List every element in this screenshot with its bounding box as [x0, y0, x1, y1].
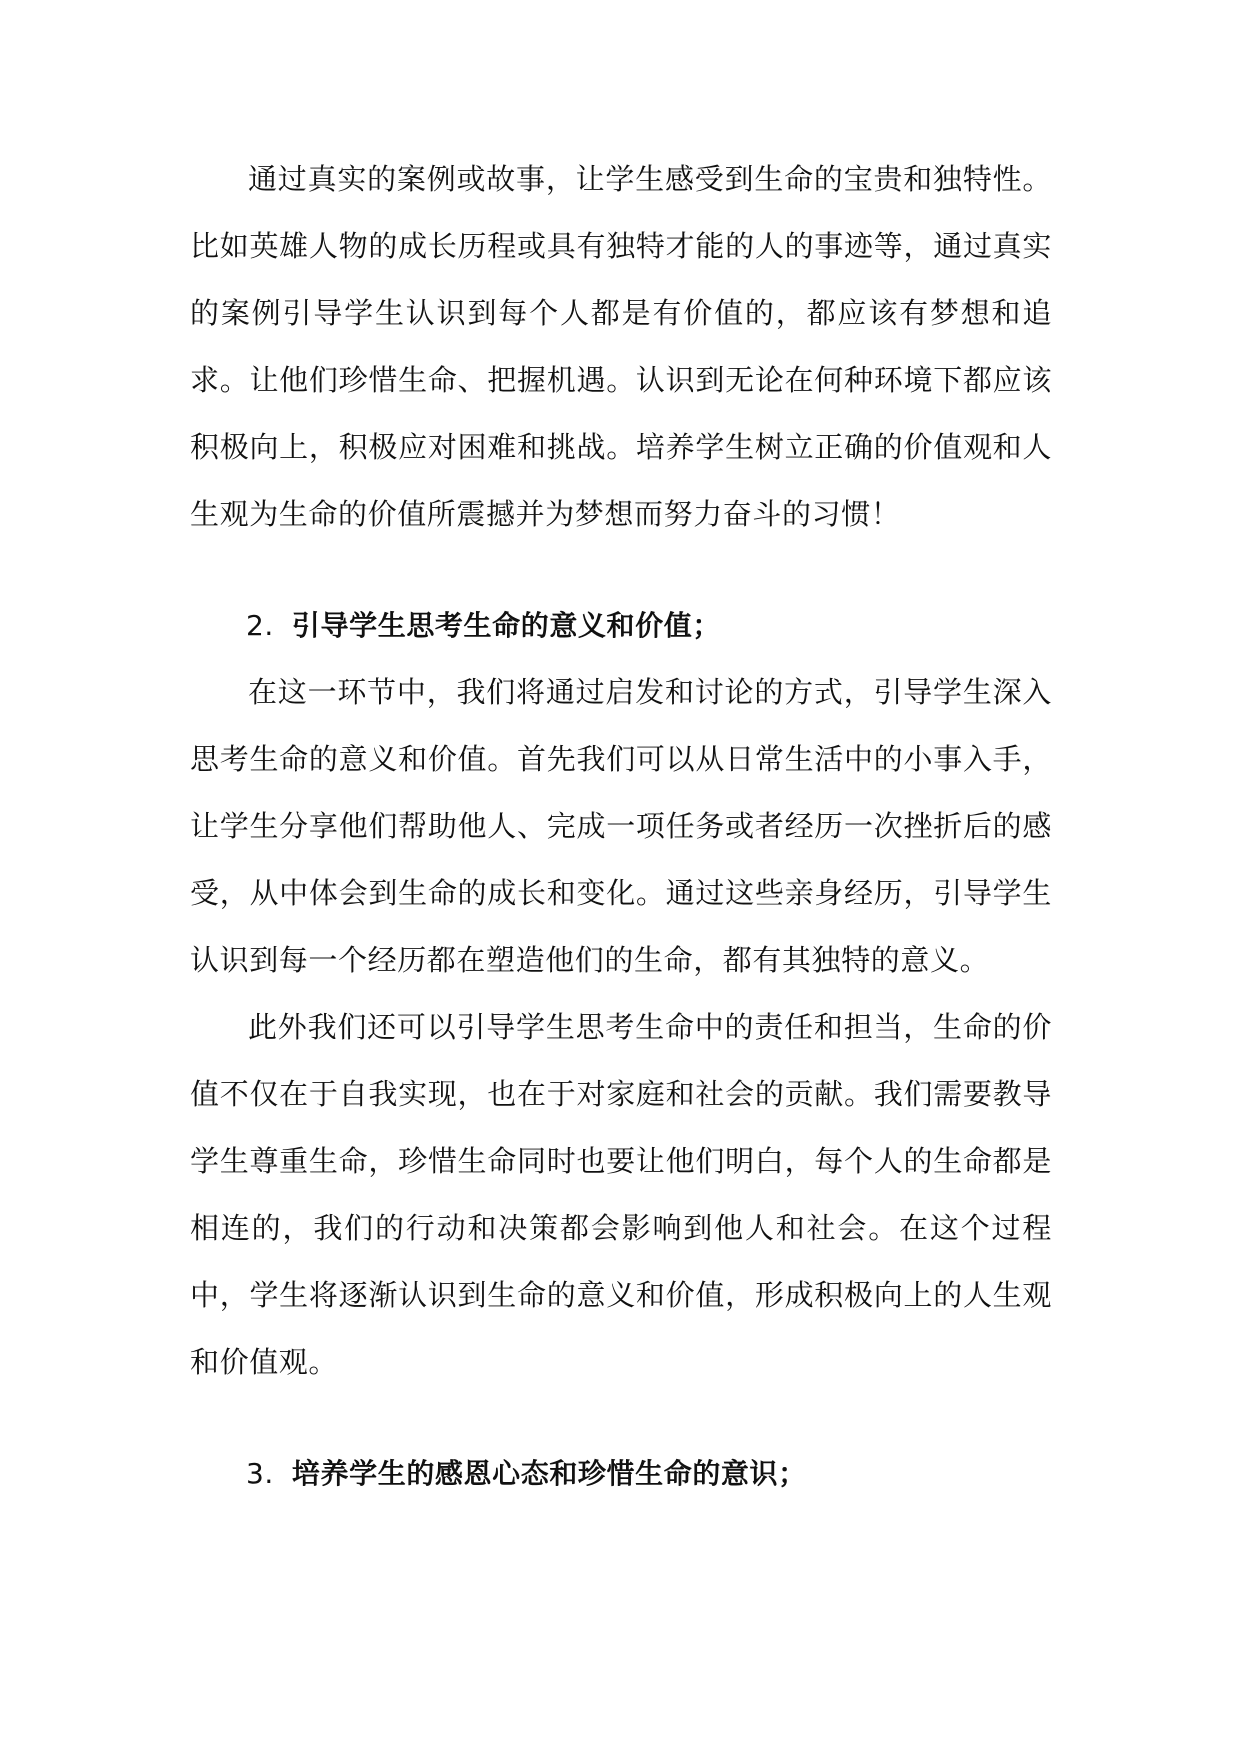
- section-heading-3: [190, 1440, 1052, 1507]
- section-number: 2.: [246, 609, 274, 642]
- section-title: 培养学生的感恩心态和珍惜生命的意识；: [291, 1457, 807, 1490]
- document-body: [190, 146, 1052, 1507]
- paragraph-meaning-discussion: 在这一环节中，我们将通过启发和讨论的方式，引导学生深入思考生命的意义和价值。首先我们可以从日常生活中的小事入手，让学生分享他们帮助他人、完成一项任务或者经历一次挫折后的感受，从中体会到生命的成长和变化。通过这些亲身经历，引导学生认识到每一个经历都在塑造他们的生命，都有其独特的意义。: [190, 675, 1052, 977]
- section-number: 3.: [246, 1457, 274, 1490]
- section-heading-2: [190, 592, 1052, 659]
- paragraph-responsibility: 此外我们还可以引导学生思考生命中的责任和担当，生命的价值不仅在于自我实现，也在于对家庭和社会的贡献。我们需要教导学生尊重生命，珍惜生命同时也要让他们明白，每个人的生命都是相连的，我们的行动和决策都会影响到他人和社会。在这个过程中，学生将逐渐认识到生命的意义和价值，形成积极向上的人生观和价值观。: [190, 1010, 1052, 1379]
- section-title: 引导学生思考生命的意义和价值；: [291, 609, 721, 642]
- paragraph-life-value-examples: 通过真实的案例或故事，让学生感受到生命的宝贵和独特性。比如英雄人物的成长历程或具有独特才能的人的事迹等，通过真实的案例引导学生认识到每个人都是有价值的，都应该有梦想和追求。让他们珍惜生命、把握机遇。认识到无论在何种环境下都应该积极向上，积极应对困难和挑战。培养学生树立正确的价值观和人生观为生命的价值所震撼并为梦想而努力奋斗的习惯！: [190, 162, 1052, 531]
